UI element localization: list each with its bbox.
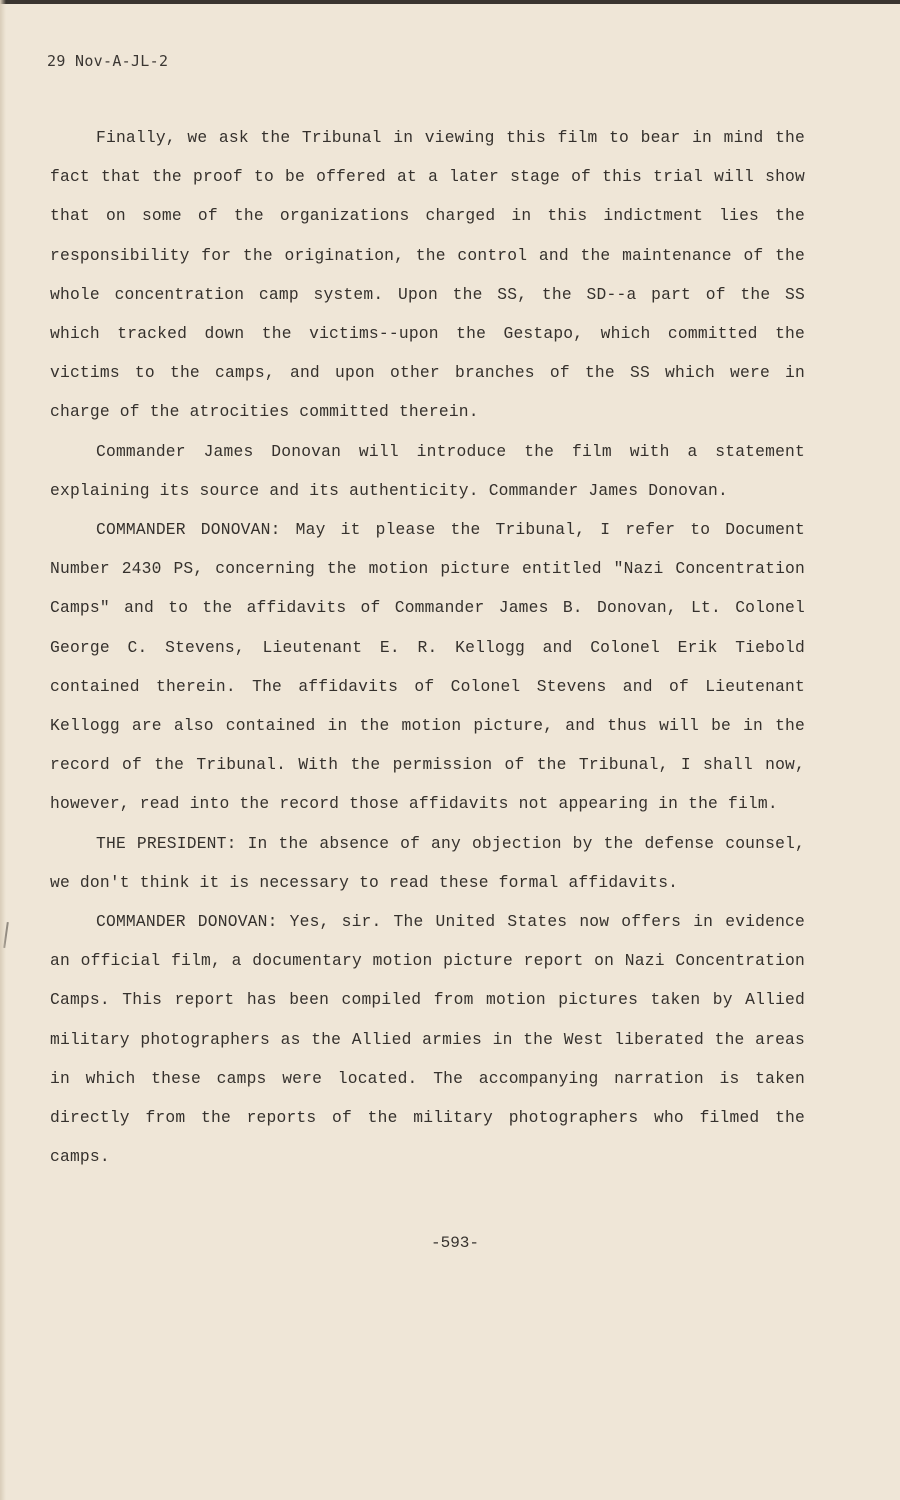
page-header: 29 Nov-A-JL-2: [47, 52, 169, 70]
margin-pencil-mark: [3, 922, 9, 948]
paragraph-donovan-document: COMMANDER DONOVAN: May it please the Tribunal, I refer to Document Number 2430 PS, concerning the motion picture entitled "Nazi Concentration Camps" and to the affidavits of Commander James B. Donovan, Lt. Colonel George C. Stevens, Lieutenant E. R. Kellogg and Colonel Erik Tiebold contained therein. The affidavits of Colonel Stevens and of Lieutenant Kellogg are also contained in the motion picture, and thus will be in the record of the Tribunal. With the permission of the Tribunal, I shall now, however, read into the record those affidavits not appearing in the film.: [50, 520, 805, 814]
paragraph-president: THE PRESIDENT: In the absence of any objection by the defense counsel, we don't think it is necessary to read these formal affidavits.: [50, 833, 805, 892]
document-body: [50, 118, 805, 1176]
paragraph-donovan-film: COMMANDER DONOVAN: Yes, sir. The United States now offers in evidence an official film, a documentary motion picture report on Nazi Concentration Camps. This report has been compiled from motion pictures taken by Allied military photographers as the Allied armies in the West liberated the areas in which these camps were located. The accompanying narration is taken directly from the reports of the military photographers who filmed the camps.: [50, 912, 805, 1167]
paragraph-closing-remarks: Finally, we ask the Tribunal in viewing this film to bear in mind the fact that the proof to be offered at a later stage of this trial will show that on some of the organizations charged in this indictment lies the responsibility for the origination, the control and the maintenance of the whole concentration camp system. Upon the SS, the SD--a part of the SS which tracked down the victims--upon the Gestapo, which committed the victims to the camps, and upon other branches of the SS which were in charge of the atrocities committed therein.: [50, 128, 805, 422]
page-number: -593-: [430, 1234, 479, 1252]
paragraph-introduction: Commander James Donovan will introduce the film with a statement explaining its source and its authenticity. Commander James Donovan.: [50, 441, 805, 500]
